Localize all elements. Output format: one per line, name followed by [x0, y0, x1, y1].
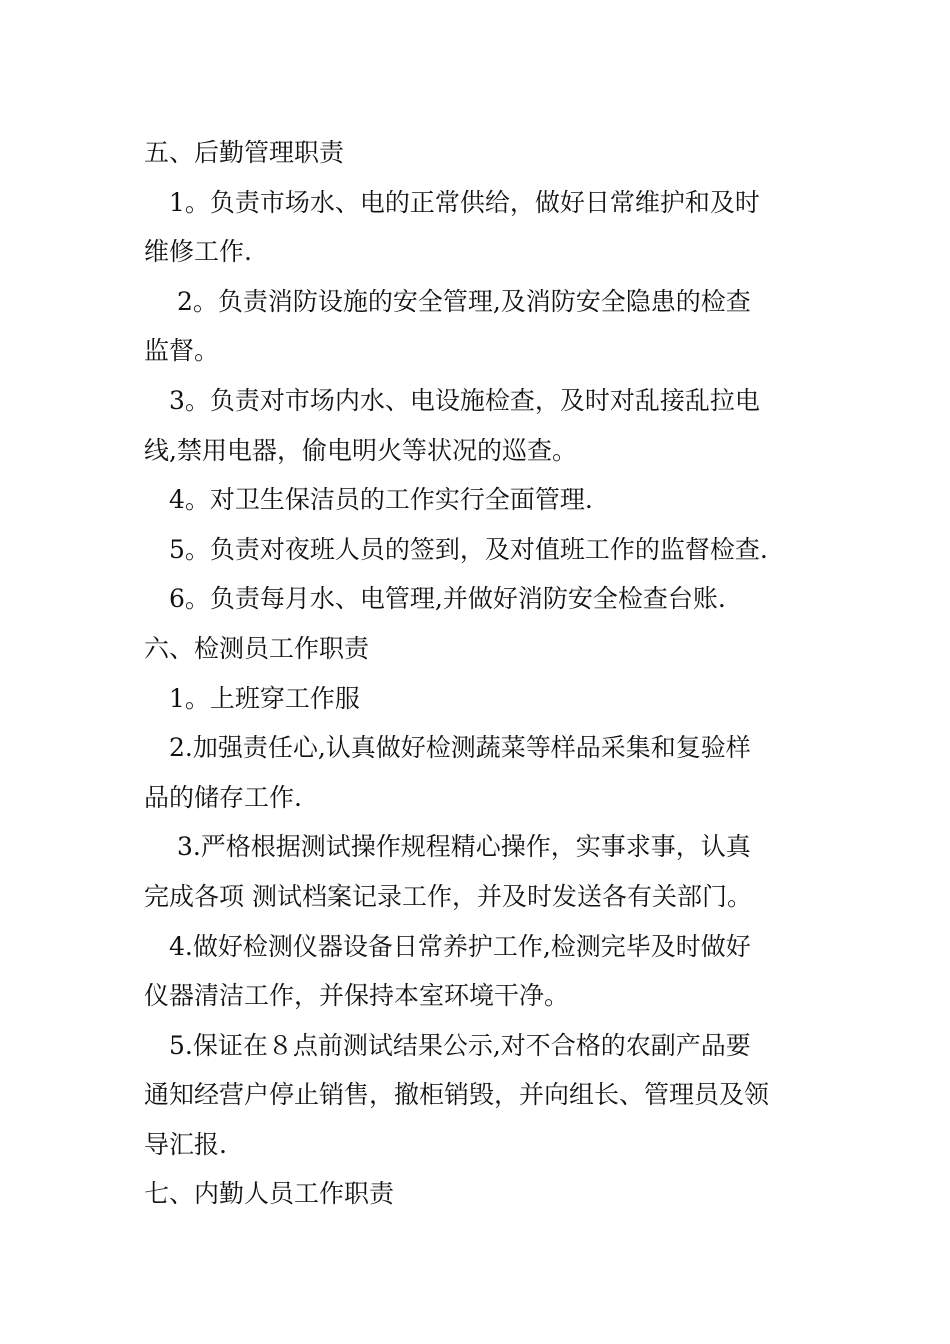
- list-item: [144, 475, 809, 525]
- list-item: [144, 674, 809, 724]
- paragraph-line: 2.加强责任心,认真做好检测蔬菜等样品采集和复验样: [144, 733, 751, 763]
- paragraph-line: 2。负责消防设施的安全管理,及消防安全隐患的检查: [144, 286, 751, 316]
- paragraph-line: 完成各项 测试档案记录工作，并及时发送各有关部门。: [144, 881, 752, 911]
- list-item: [144, 376, 809, 475]
- list-item: [144, 1021, 809, 1170]
- paragraph-line: 5。负责对夜班人员的签到，及对值班工作的监督检查.: [144, 534, 768, 564]
- paragraph-line: 4。对卫生保洁员的工作实行全面管理.: [144, 485, 593, 515]
- list-item: [144, 277, 809, 376]
- section-heading: 六、检测员工作职责: [144, 633, 370, 663]
- paragraph-line: 品的储存工作.: [144, 782, 302, 812]
- paragraph-line: 1。负责市场水、电的正常供给，做好日常维护和及时: [144, 187, 760, 217]
- list-item: [144, 525, 809, 575]
- section-heading: 七、内勤人员工作职责: [144, 1179, 395, 1209]
- paragraph-line: 3.严格根据测试操作规程精心操作，实事求事，认真: [144, 832, 751, 862]
- paragraph-line: 维修工作.: [144, 237, 252, 267]
- paragraph-line: 4.做好检测仪器设备日常养护工作,检测完毕及时做好: [144, 931, 751, 961]
- list-item: [144, 178, 809, 277]
- list-item: [144, 822, 809, 921]
- paragraph-line: 线,禁用电器，偷电明火等状况的巡查。: [144, 435, 577, 465]
- list-item: [144, 574, 809, 624]
- list-item: [144, 922, 809, 1021]
- paragraph-line: 仪器清洁工作，并保持本室环境干净。: [144, 981, 570, 1011]
- paragraph-line: 1。上班穿工作服: [144, 683, 360, 713]
- paragraph-line: 监督。: [144, 336, 220, 366]
- paragraph-line: 6。负责每月水、电管理,并做好消防安全检查台账.: [144, 584, 726, 614]
- paragraph-line: 通知经营户停止销售，撤柜销毁，并向组长、管理员及领: [144, 1080, 770, 1110]
- list-item: [144, 723, 809, 822]
- section-heading: 五、后勤管理职责: [144, 138, 345, 167]
- paragraph-line: 5.保证在８点前测试结果公示,对不合格的农副产品要: [144, 1030, 751, 1060]
- paragraph-line: 导汇报.: [144, 1129, 227, 1159]
- document-body: [144, 128, 809, 1219]
- paragraph-line: 3。负责对市场内水、电设施检查，及时对乱接乱拉电: [144, 385, 760, 415]
